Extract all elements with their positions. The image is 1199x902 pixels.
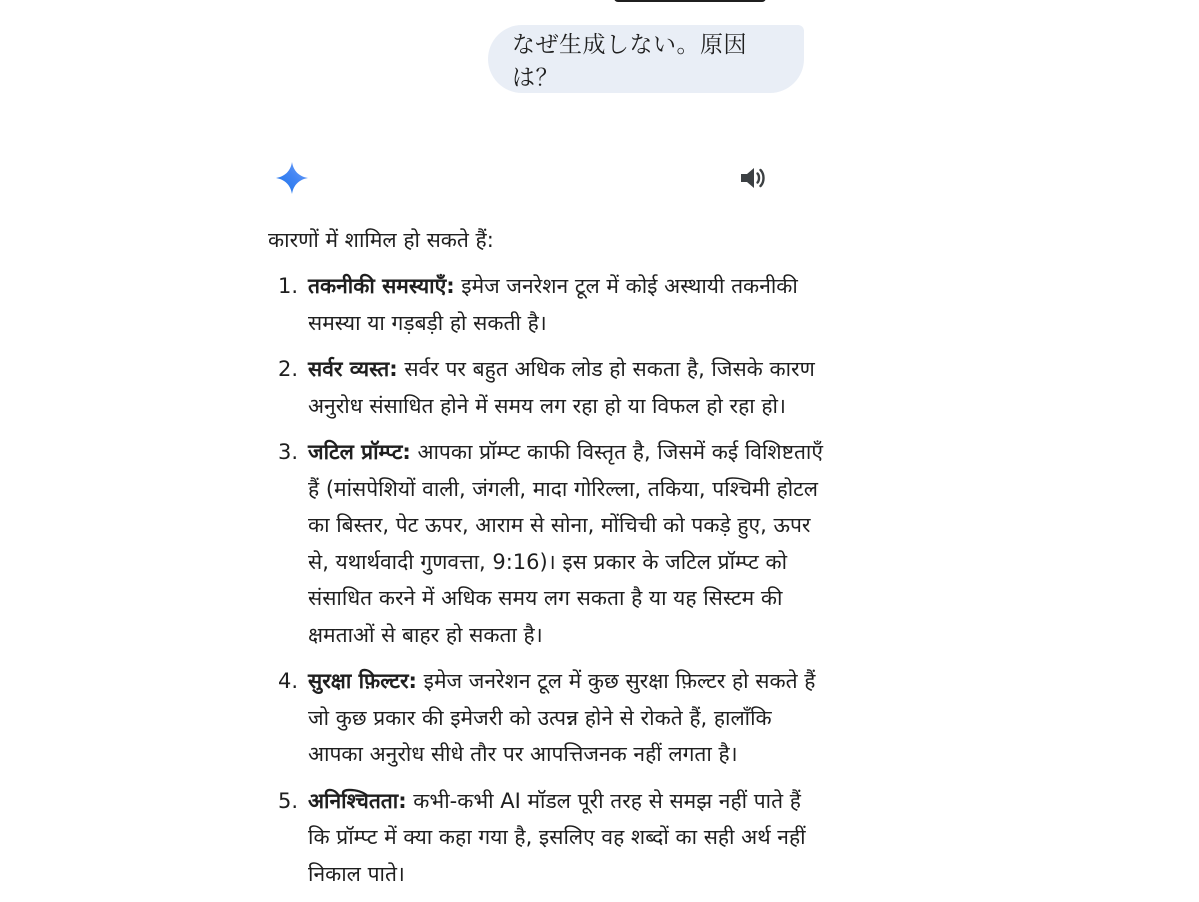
list-item-term: सर्वर व्यस्त: xyxy=(308,357,398,381)
assistant-response xyxy=(268,222,828,902)
list-item-term: अनिश्चितता: xyxy=(308,788,407,813)
list-item-text: आपका प्रॉम्प्ट काफी विस्तृत है, जिसमें कई विशिष्टताएँ हैं (मांसपेशियों वाली, जंगली, मादा गोरिल्ला, तकिया, पश्चिमी होटल का बिस्तर, पेट ऊपर, आराम से सोना, मोंचिची को पकड़े हुए, ऊपर से, यथार्थवादी गुणवत्ता, 9:16)। इस प्रकार के जटिल प्रॉम्प्ट को संसाधित करने में अधिक समय लग सकता है या यह सिस्टम की क्षमताओं से बाहर हो सकता है। xyxy=(308,440,823,647)
list-item-number: 4. xyxy=(278,669,299,693)
list-item-text: इमेज जनरेशन टूल में कोई अस्थायी तकनीकी समस्या या गड़बड़ी हो सकती है। xyxy=(308,274,798,335)
list-item-text: कभी-कभी AI मॉडल पूरी तरह से समझ नहीं पाते हैं कि प्रॉम्प्ट में क्या कहा गया है, इसलिए वह शब्दों का सही अर्थ नहीं निकाल पाते। xyxy=(308,788,806,886)
response-intro: कारणों में शामिल हो सकते हैं: xyxy=(268,228,494,252)
list-item-number: 5. xyxy=(278,788,299,813)
list-item-text: इमेज जनरेशन टूल में कुछ सुरक्षा फ़िल्टर हो सकते हैं जो कुछ प्रकार की इमेजरी को उत्पन्न होने से रोकते हैं, हालाँकि आपका अनुरोध सीधे तौर पर आपत्तिजनक नहीं लगता है। xyxy=(308,669,816,766)
list-item-text: सर्वर पर बहुत अधिक लोड हो सकता है, जिसके कारण अनुरोध संसाधित होने में समय लग रहा हो या विफल हो रहा हो। xyxy=(308,357,815,418)
list-item xyxy=(268,783,828,893)
list-item xyxy=(268,268,828,341)
list-item xyxy=(268,434,828,653)
list-item-term: तकनीकी समस्याएँ: xyxy=(308,274,455,298)
user-message-bubble xyxy=(488,25,804,93)
top-handle xyxy=(614,0,766,2)
list-item xyxy=(268,663,828,773)
gemini-sparkle-icon xyxy=(274,160,310,196)
list-item-number: 1. xyxy=(278,274,299,298)
user-message-text: なぜ生成しない。原因は？ xyxy=(512,32,747,91)
list-item-number: 2. xyxy=(278,357,299,381)
list-item-term: जटिल प्रॉम्प्ट: xyxy=(308,440,411,464)
list-item-number: 3. xyxy=(278,440,299,464)
list-item-term: सुरक्षा फ़िल्टर: xyxy=(308,669,417,693)
list-item xyxy=(268,351,828,424)
reasons-list xyxy=(268,268,828,892)
speaker-icon[interactable] xyxy=(738,163,768,193)
